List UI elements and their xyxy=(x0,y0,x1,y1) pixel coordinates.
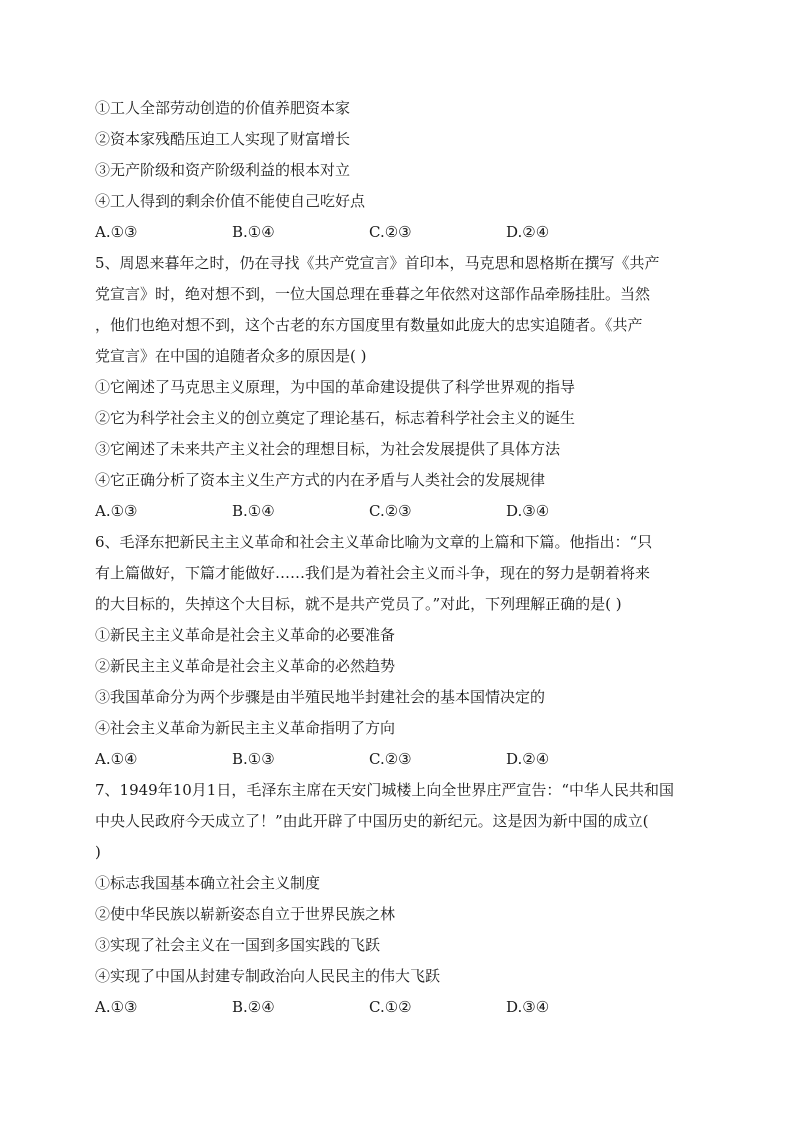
q6-option-b: B.①③ xyxy=(232,750,275,768)
q5-stem-line-1: 5、周恩来暮年之时，仍在寻找《共产党宣言》首印本，马克思和恩格斯在撰写《共产 xyxy=(95,254,660,272)
q5-option-c: C.②③ xyxy=(369,502,412,520)
q5-stem-line-4: 党宣言》在中国的追随者众多的原因是( ) xyxy=(95,347,367,365)
q7-option-d: D.③④ xyxy=(506,998,550,1016)
q5-stem-line-2: 党宣言》时，绝对想不到，一位大国总理在垂暮之年依然对这部作品牵肠挂肚。当然 xyxy=(95,285,651,303)
q5-statement-2: ②它为科学社会主义的创立奠定了理论基石，标志着科学社会主义的诞生 xyxy=(95,409,576,427)
question-6 xyxy=(95,527,705,775)
q6-statement-4: ④社会主义革命为新民主主义革命指明了方向 xyxy=(95,719,396,737)
q5-option-d: D.③④ xyxy=(506,502,550,520)
q5-option-b: B.①④ xyxy=(232,502,275,520)
q4-option-a: A.①③ xyxy=(95,223,138,241)
q7-option-c: C.①② xyxy=(369,998,412,1016)
question-7 xyxy=(95,775,705,1023)
q7-options xyxy=(95,992,705,1023)
q5-statement-4: ④它正确分析了资本主义生产方式的内在矛盾与人类社会的发展规律 xyxy=(95,471,546,489)
q6-statement-3: ③我国革命分为两个步骤是由半殖民地半封建社会的基本国情决定的 xyxy=(95,688,546,706)
q7-option-b: B.②④ xyxy=(232,998,275,1016)
q6-stem-line-3: 的大目标的，失掉这个大目标，就不是共产党员了。”对此，下列理解正确的是( ) xyxy=(95,595,622,613)
q4-statement-2: ②资本家残酷压迫工人实现了财富增长 xyxy=(95,130,351,148)
q4-options xyxy=(95,217,705,248)
page-content xyxy=(95,93,705,1023)
q7-statement-2: ②使中华民族以崭新姿态自立于世界民族之林 xyxy=(95,905,396,923)
q6-option-a: A.①④ xyxy=(95,750,138,768)
q4-statement-4: ④工人得到的剩余价值不能使自己吃好点 xyxy=(95,192,366,210)
question-5 xyxy=(95,248,705,527)
q6-stem-line-2: 有上篇做好，下篇才能做好……我们是为着社会主义而斗争，现在的努力是朝着将来 xyxy=(95,564,651,582)
q6-statement-2: ②新民主主义革命是社会主义革命的必然趋势 xyxy=(95,657,396,675)
q5-statement-3: ③它阐述了未来共产主义社会的理想目标，为社会发展提供了具体方法 xyxy=(95,440,561,458)
q5-statement-1: ①它阐述了马克思主义原理，为中国的革命建设提供了科学世界观的指导 xyxy=(95,378,576,396)
q4-option-b: B.①④ xyxy=(232,223,275,241)
q7-stem-line-3: ) xyxy=(95,843,101,861)
q6-statement-1: ①新民主主义革命是社会主义革命的必要准备 xyxy=(95,626,396,644)
q7-statement-3: ③实现了社会主义在一国到多国实践的飞跃 xyxy=(95,936,381,954)
q4-option-d: D.②④ xyxy=(506,223,550,241)
q6-options xyxy=(95,744,705,775)
q5-stem-line-3: ，他们也绝对想不到，这个古老的东方国度里有数量如此庞大的忠实追随者。《共产 xyxy=(95,316,643,334)
q4-statement-1: ①工人全部劳动创造的价值养肥资本家 xyxy=(95,99,351,117)
q4-statement-3: ③无产阶级和资产阶级利益的根本对立 xyxy=(95,161,351,179)
q6-stem-line-1: 6、毛泽东把新民主主义革命和社会主义革命比喻为文章的上篇和下篇。他指出：“只 xyxy=(95,533,653,551)
question-4 xyxy=(95,93,705,248)
q7-statement-4: ④实现了中国从封建专制政治向人民民主的伟大飞跃 xyxy=(95,967,441,985)
q5-option-a: A.①③ xyxy=(95,502,138,520)
q7-statement-1: ①标志我国基本确立社会主义制度 xyxy=(95,874,321,892)
q6-option-d: D.②④ xyxy=(506,750,550,768)
q6-option-c: C.②③ xyxy=(369,750,412,768)
q7-stem-line-1: 7、1949年10月1日，毛泽东主席在天安门城楼上向全世界庄严宣告：“中华人民共和国 xyxy=(95,781,675,799)
q5-options xyxy=(95,496,705,527)
q4-option-c: C.②③ xyxy=(369,223,412,241)
q7-stem-line-2: 中央人民政府今天成立了！”由此开辟了中国历史的新纪元。这是因为新中国的成立( xyxy=(95,812,649,830)
q7-option-a: A.①③ xyxy=(95,998,138,1016)
